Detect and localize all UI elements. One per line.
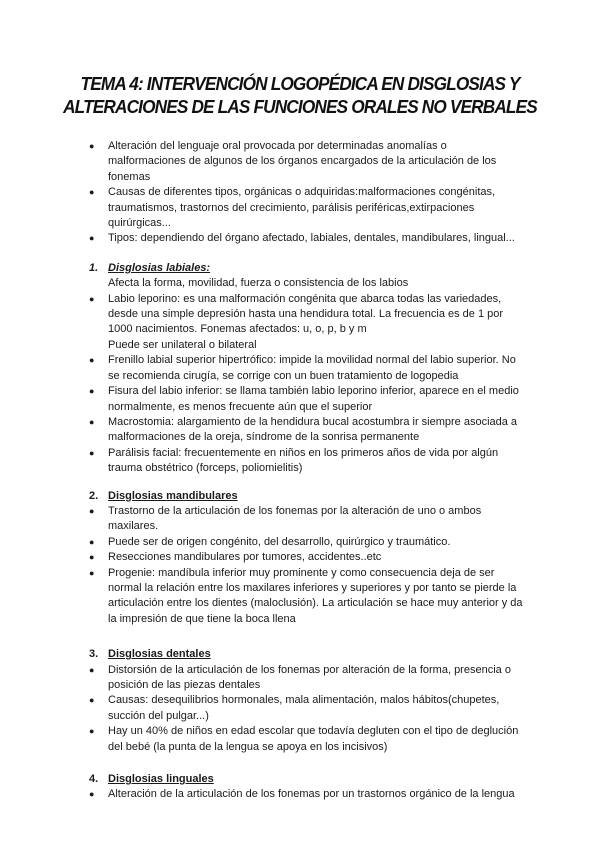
list-item: [0, 446, 600, 477]
list-item: [0, 185, 600, 231]
bullet-icon: ●: [89, 664, 95, 675]
list-item-line: del bebé (la punta de la lengua se apoya en los incisivos): [108, 740, 388, 753]
section-heading: [0, 647, 600, 662]
section-number: 3.: [89, 648, 99, 661]
list-item-line: Labio leporino: es una malformación congénita que abarca todas las variedades,: [108, 292, 502, 305]
list-item-line: normalmente, es menos frecuente aún que el superior: [108, 400, 373, 413]
bullet-icon: ●: [89, 726, 95, 737]
list-item-line: fonemas: [108, 170, 151, 183]
list-item: [0, 724, 600, 755]
bullet-icon: ●: [89, 695, 95, 706]
section-note: Afecta la forma, movilidad, fuerza o consistencia de los labios: [108, 277, 409, 290]
list-item-line: Trastorno de la articulación de los fonemas por la alteración de uno o ambos: [108, 504, 482, 517]
bullet-icon: ●: [89, 416, 95, 427]
bullet-icon: ●: [89, 536, 95, 547]
list-item-line: Parálisis facial: frecuentemente en niños en los primeros años de vida por algún: [108, 446, 499, 459]
list-item: [0, 384, 600, 415]
list-item-line: posición de las piezas dentales: [108, 679, 261, 691]
list-item-line: Distorsión de la articulación de los fonemas por alteración de la forma, presencia o: [108, 663, 511, 676]
list-item: [0, 231, 600, 246]
section-number: 1.: [89, 261, 99, 274]
bullet-icon: ●: [89, 567, 95, 578]
list-item-line: 1000 nacimientos. Fonemas afectados: u, o, p, b y m: [108, 323, 367, 336]
list-item-line: Hay un 40% de niños en edad escolar que todavía degluten con el tipo de deglución: [108, 725, 519, 738]
list-item: [0, 139, 600, 185]
list-item: [0, 663, 600, 694]
list-item: [0, 353, 600, 384]
list-item-line: Fisura del labio inferior: se llama también labio leporino inferior, aparece en el medio: [108, 385, 519, 398]
bullet-icon: ●: [89, 141, 95, 151]
list-item: [0, 550, 600, 565]
list-item: [0, 566, 600, 628]
list-item-line: Puede ser de origen congénito, del desarrollo, quirúrgico y traumático.: [108, 535, 451, 548]
list-item-line: malformaciones de la oreja, síndrome de la sonrisa permanente: [108, 431, 420, 444]
section-heading: [0, 772, 600, 787]
list-item-line: quirúrgicas...: [108, 217, 171, 230]
section-title: Disglosias labiales:: [108, 261, 211, 274]
list-item-line: Resecciones mandibulares por tumores, accidentes..etc: [108, 551, 382, 564]
bullet-icon: ●: [89, 233, 95, 244]
list-item-line: malformaciones de algunos de los órganos encargados de la articulación de los: [108, 155, 497, 168]
title-line: TEMA 4: INTERVENCIÓN LOGOPÉDICA EN DISGLOSIAS Y: [80, 73, 520, 94]
section-heading: [0, 261, 600, 276]
list-item: [0, 535, 600, 550]
list-item-line: maxilares.: [108, 520, 159, 533]
list-item-line: desde una simple depresión hasta una hendidura total. La frecuencia es de 1 por: [108, 308, 504, 321]
list-item-line: succión del pulgar...): [108, 709, 209, 722]
bullet-icon: ●: [89, 552, 95, 563]
bullet-icon: ●: [89, 789, 95, 800]
section-title: Disglosias mandibulares: [108, 489, 238, 502]
bullet-icon: ●: [89, 505, 95, 516]
document-body: [0, 139, 600, 803]
list-item-line: Progenie: mandíbula inferior muy prominente y como consecuencia deja de ser: [108, 566, 495, 579]
list-item-line: se recomienda cirugía, se corrige con un buen tratamiento de logopedia: [108, 369, 459, 382]
title-line: ALTERACIONES DE LAS FUNCIONES ORALES NO VERBALES: [63, 96, 537, 117]
list-item-line: Alteración de la articulación de los fonemas por un trastornos orgánico de la lengua: [108, 788, 515, 801]
list-item-line: Causas de diferentes tipos, orgánicas o adquiridas:malformaciones congénitas,: [108, 186, 496, 199]
bullet-icon: ●: [89, 293, 95, 304]
list-item-line: Alteración del lenguaje oral provocada por determinadas anomalías o: [108, 140, 447, 152]
list-item-line: trauma obstétrico (forceps, poliomielitis): [108, 462, 303, 475]
list-item: [0, 292, 600, 354]
list-item-line: la impresión de que tiene la boca llena: [108, 612, 296, 625]
list-item-line: normal la relación entre los maxilares inferiores y superiores y por tanto se pierde la: [108, 581, 517, 594]
section-number: 4.: [89, 773, 99, 786]
list-item: [0, 504, 600, 535]
section-heading: [0, 489, 600, 504]
section-number: 2.: [89, 489, 99, 502]
list-item-line: Macrostomia: alargamiento de la hendidura bucal acostumbra ir siempre asociada a: [108, 415, 518, 428]
list-item-line: Puede ser unilateral o bilateral: [108, 338, 257, 351]
list-item: [0, 787, 600, 802]
list-item: [0, 415, 600, 446]
section-title: Disglosias linguales: [108, 773, 214, 786]
bullet-icon: ●: [89, 447, 95, 458]
list-item-line: articulación entre los dientes (maloclusión). La articulación se hace muy anterior y da: [108, 597, 523, 610]
section-title: Disglosias dentales: [108, 648, 211, 661]
bullet-icon: ●: [89, 355, 95, 366]
document-title: [21, 72, 579, 118]
list-item-line: traumatismos, trastornos del crecimiento, parálisis periféricas,extirpaciones: [108, 201, 475, 214]
bullet-icon: ●: [89, 187, 95, 198]
list-item: [0, 693, 600, 724]
list-item-line: Frenillo labial superior hipertrófico: impide la movilidad normal del labio superior. No: [108, 354, 516, 367]
list-item-line: Tipos: dependiendo del órgano afectado, labiales, dentales, mandibulares, lingual...: [108, 232, 515, 245]
bullet-icon: ●: [89, 386, 95, 397]
list-item-line: Causas: desequilibrios hormonales, mala alimentación, malos hábitos(chupetes,: [108, 694, 500, 707]
